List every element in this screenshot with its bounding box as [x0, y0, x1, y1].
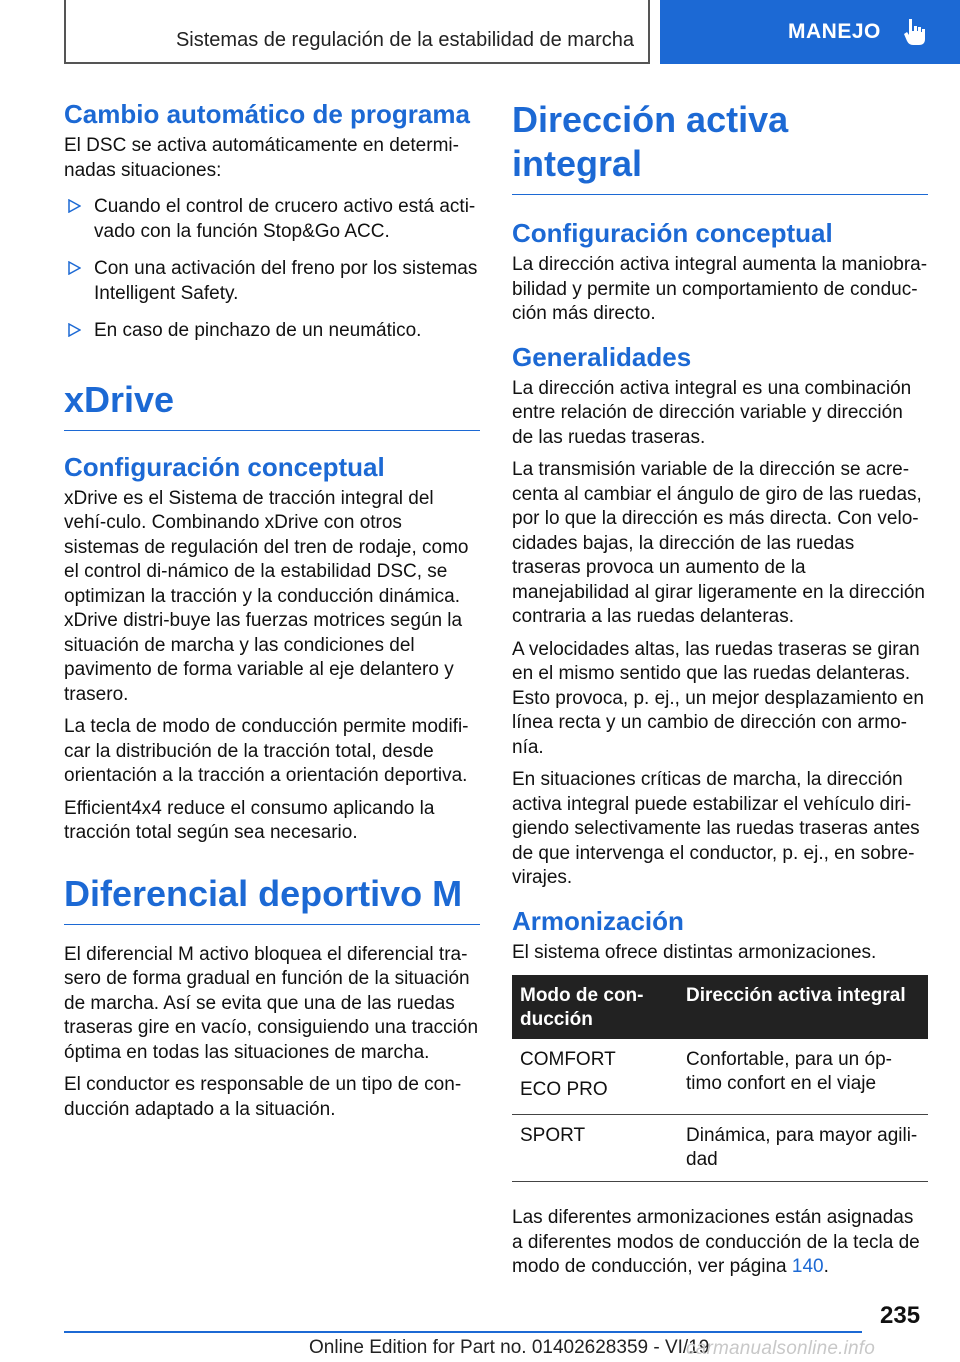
- footer-edition: Online Edition for Part no. 01402628359 - VI/19: [309, 1337, 710, 1358]
- list-item-text: En caso de pinchazo de un neumático.: [94, 320, 422, 341]
- tuning-intro: El sistema ofrece distintas armonizaciones.: [512, 941, 877, 963]
- auto-program-intro: El DSC se activa automáticamente en determi-nadas situaciones:: [64, 135, 459, 181]
- list-item-text: Cuando el control de crucero activo está acti-vado con la función Stop&Go ACC.: [94, 196, 476, 242]
- steering-concept-paragraph: La dirección activa integral aumenta la maniobra-bilidad y permite un comportamiento de conduc-ción más directo.: [512, 254, 928, 324]
- tuning-heading: Armonización: [512, 905, 684, 936]
- mode-name: SPORT: [520, 1125, 586, 1146]
- triangle-bullet-icon: [68, 323, 81, 337]
- general-paragraph-2: La transmisión variable de la dirección se acre-centa al cambiar el ángulo de giro de las ruedas, por lo que la dirección es más directa. Con velo-cidades bajas, la dirección de las ruedas traseras provoca un aumento de la manejabilidad al girar ligeramente en la dirección contraria a las ruedas delanteras.: [512, 459, 925, 627]
- tuning-outro: [512, 1206, 928, 1280]
- table-header-row: [512, 975, 928, 1039]
- active-steering-heading: Dirección activa integral: [512, 98, 928, 195]
- list-item-text: Con una activación del freno por los sistemas Intelligent Safety.: [94, 258, 478, 304]
- table-header-mode: Modo de con-ducción: [512, 975, 678, 1039]
- header-section-title: Sistemas de regulación de la estabilidad de marcha: [175, 29, 634, 51]
- page-link[interactable]: 140: [791, 1256, 824, 1277]
- tuning-outro-end: .: [823, 1256, 829, 1277]
- table-cell-desc: Confortable, para un óp-timo confort en el viaje: [678, 1039, 928, 1115]
- list-item: [64, 195, 480, 244]
- triangle-bullet-icon: [68, 199, 81, 213]
- general-paragraph-3: A velocidades altas, las ruedas traseras se giran en el mismo sentido que las ruedas delanteras. Esto provoca, p. ej., un mejor desplazamiento en línea recta y un cambio de dirección con armo-nía.: [512, 638, 924, 758]
- list-item: [64, 257, 480, 306]
- general-paragraph-4: En situaciones críticas de marcha, la dirección activa integral puede estabilizar el vehículo diri-giendo selectivamente las ruedas traseras antes de que intervenga el conductor, p. ej., en sobre-virajes.: [512, 769, 920, 888]
- table-cell-mode: [512, 1039, 678, 1115]
- general-heading: Generalidades: [512, 341, 692, 372]
- chapter-tab-label: MANEJO: [788, 20, 881, 43]
- table-row: [512, 1115, 928, 1182]
- footer-divider: [64, 1331, 862, 1333]
- m-diff-heading: Diferencial deportivo M: [64, 872, 480, 925]
- footer-watermark: carmanualsonline.info: [686, 1338, 876, 1359]
- header-section-box: [64, 0, 650, 64]
- tuning-outro-text: Las diferentes armonizaciones están asignadas a diferentes modos de conducción de la tecla de modo de conducción, ver página: [512, 1207, 920, 1277]
- triangle-bullet-icon: [68, 261, 81, 275]
- list-item: [64, 319, 480, 344]
- xdrive-paragraph-3: Efficient4x4 reduce el consumo aplicando la tracción total según sea necesario.: [64, 797, 435, 843]
- table-cell-desc: Dinámica, para mayor agili-dad: [678, 1115, 928, 1182]
- mode-name: ECO PRO: [520, 1079, 608, 1100]
- m-diff-paragraph-2: El conductor es responsable de un tipo de con-ducción adaptado a la situación.: [64, 1074, 462, 1120]
- auto-program-list: [64, 195, 480, 344]
- steering-concept-heading: Configuración conceptual: [512, 218, 833, 248]
- hand-pointer-icon: [903, 17, 929, 47]
- general-paragraph-1: La dirección activa integral es una combinación entre relación de dirección variable y dirección de las ruedas traseras.: [512, 377, 912, 448]
- left-column: [64, 98, 480, 1122]
- tuning-table: [512, 975, 928, 1182]
- right-column: [512, 98, 928, 1280]
- table-row: [512, 1039, 928, 1115]
- xdrive-paragraph-1: xDrive es el Sistema de tracción integral del vehí-culo. Combinando xDrive con otros sistemas de regulación del tren de rodaje, como el control di-námico de la estabilidad DSC, se optimizan la tracción y la conducción dinámica. xDrive distri-buye las fuerzas motrices según la situación de marcha y las condiciones del pavimento de forma variable al eje delantero y trasero.: [64, 487, 469, 705]
- chapter-tab[interactable]: [660, 0, 960, 64]
- xdrive-paragraph-2: La tecla de modo de conducción permite modifi-car la distribución de la tracción total, desde orientación a la tracción a orientación deportiva.: [64, 716, 469, 786]
- page-number: 235: [880, 1302, 921, 1329]
- m-diff-paragraph-1: El diferencial M activo bloquea el diferencial tra-sero de forma gradual en función de la situación de marcha. Así se evita que una de las ruedas traseras gire en vacío, consiguiendo una tracción óptima en todas las situaciones de marcha.: [64, 943, 479, 1063]
- xdrive-concept-heading: Configuración conceptual: [64, 451, 385, 482]
- xdrive-heading: xDrive: [64, 378, 480, 431]
- auto-program-heading: Cambio automático de programa: [64, 99, 470, 129]
- table-cell-mode: [512, 1115, 678, 1182]
- table-header-steering: Dirección activa integral: [678, 975, 928, 1039]
- mode-name: COMFORT: [520, 1049, 616, 1070]
